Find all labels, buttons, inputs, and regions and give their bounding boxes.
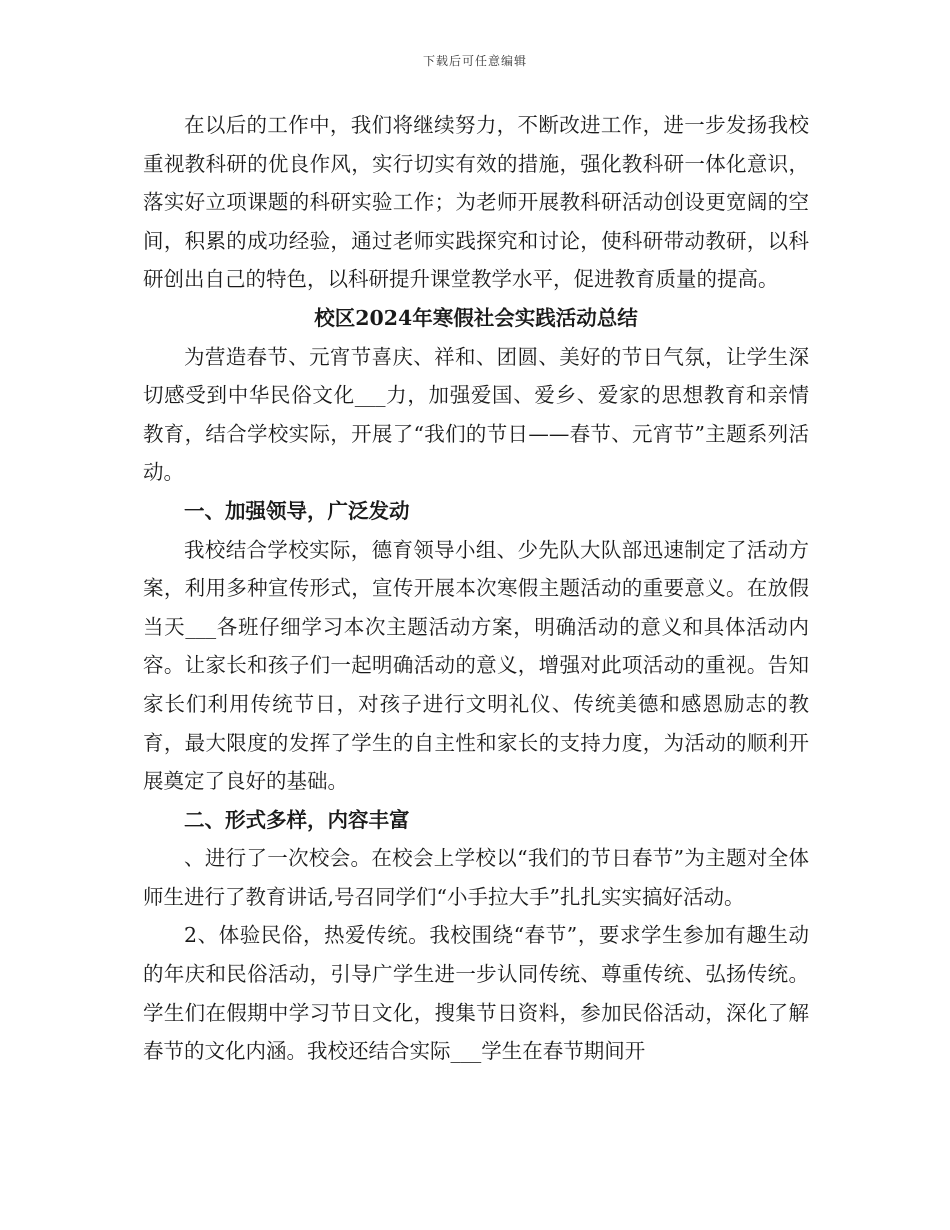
document-body [143,106,809,1071]
document-title: 校区2024年寒假社会实践活动总结 [314,305,638,330]
page-header: 下载后可任意编辑 [422,54,527,68]
intro-paragraph: 在以后的工作中，我们将继续努力，不断改进工作，进一步发扬我校重视教科研的优良作风，实行切实有效的措施，强化教科研一体化意识，落实好立项课题的科研实验工作；为老师开展教科研活动创设更宽阔的空间，积累的成功经验，通过老师实践探究和讨论，使科研带动教研，以科研创出自己的特色，以科研提升课堂教学水平，促进教育质量的提高。 [143,113,809,292]
section-heading-2: 二、形式多样，内容丰富 [184,807,410,832]
section-heading-1: 一、加强领导，广泛发动 [184,498,410,523]
paragraph-4: 2、体验民俗，热爱传统。我校围绕“春节”，要求学生参加有趣生动的年庆和民俗活动，引导广学生进一步认同传统、尊重传统、弘扬传统。学生们在假期中学习节日文化，搜集节日资料，参加民俗活动，深化了解春节的文化内涵。我校还结合实际___学生在春节期间开 [143,923,809,1064]
paragraph-2: 我校结合学校实际，德育领导小组、少先队大队部迅速制定了活动方案，利用多种宣传形式，宣传开展本次寒假主题活动的重要意义。在放假当天___各班仔细学习本次主题活动方案，明确活动的意义和具体活动内容。让家长和孩子们一起明确活动的意义，增强对此项活动的重视。告知家长们利用传统节日，对孩子进行文明礼仪、传统美德和感恩励志的教育，最大限度的发挥了学生的自主性和家长的支持力度，为活动的顺利开展奠定了良好的基础。 [143,537,809,794]
paragraph-1: 为营造春节、元宵节喜庆、祥和、团圆、美好的节日气氛，让学生深切感受到中华民俗文化___力，加强爱国、爱乡、爱家的思想教育和亲情教育，结合学校实际，开展了“我们的节日——春节、元宵节”主题系列活动。 [143,344,809,485]
paragraph-3: 、进行了一次校会。在校会上学校以“我们的节日春节”为主题对全体师生进行了教育讲话,号召同学们“小手拉大手”扎扎实实搞好活动。 [143,846,809,909]
